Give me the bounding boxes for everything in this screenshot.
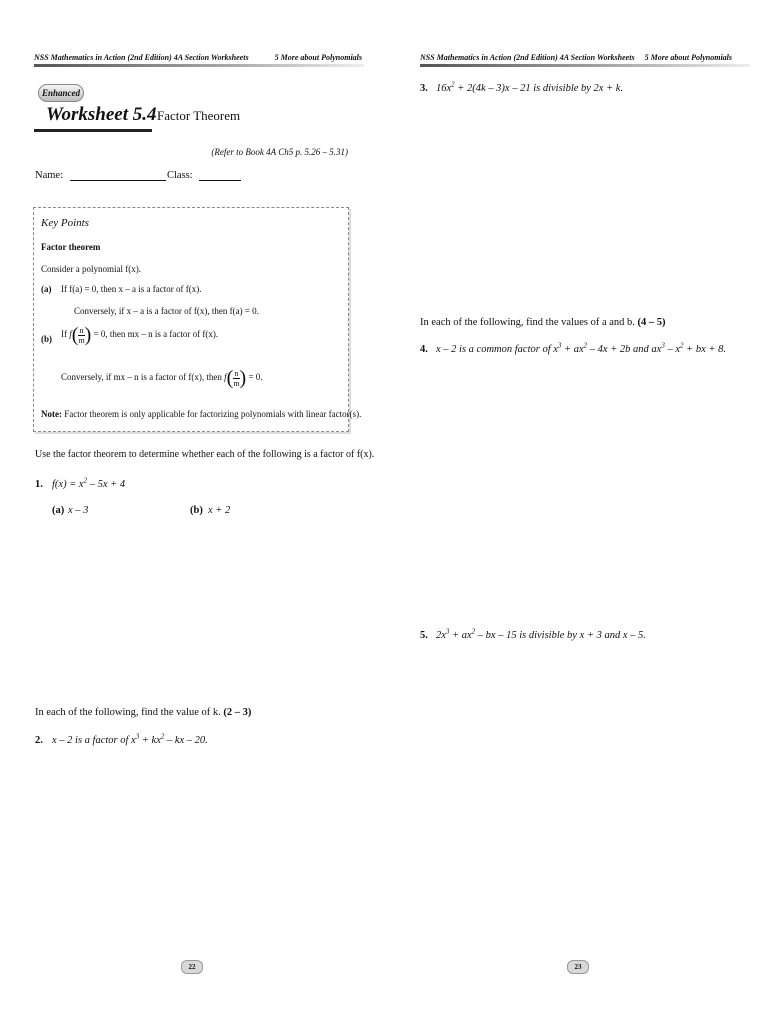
question-4-expr: x – 2 is a common factor of $x^3 + ax^2 - 4x + 2b$ and $ax^3 - x^2$ + bx + 8.: [436, 341, 726, 355]
question-2-expr: x – 2 is a factor of $x^3 + kx^2$ – kx – 20.: [52, 732, 208, 746]
question-3-number: 3.: [420, 83, 428, 94]
key-point-a-text: If f(a) = 0, then x – a is a factor of f(x).: [61, 284, 202, 294]
key-point-b-text: If f( $\frac{n}{m}$ ) = 0, then mx – n is a factor of f(x).: [61, 324, 219, 346]
key-point-b-label: (b): [41, 334, 52, 344]
question-5-number: 5.: [420, 630, 428, 641]
question-1b-expr: x + 2: [208, 505, 231, 516]
enhanced-badge: Enhanced: [38, 84, 84, 102]
note-text: Factor theorem is only applicable for factorizing polynomials with linear factor(s).: [64, 409, 362, 419]
question-3-expr: $16x^2 + 2(4k - 3)x - 21$ is divisible by 2x + k.: [436, 80, 624, 94]
worksheet-title: Worksheet 5.4: [46, 104, 157, 125]
key-point-a-label: (a): [41, 284, 52, 294]
question-1a-expr: x – 3: [68, 505, 89, 516]
note-label: Note:: [41, 409, 62, 419]
name-field[interactable]: [35, 170, 166, 181]
question-1-number: 1.: [35, 479, 43, 490]
key-point-a-converse: Conversely, if x – a is a factor of f(x), then f(a) = 0.: [74, 306, 259, 316]
question-5-expr: $2x^3 + ax^2$ – bx – 15 is divisible by x + 3 and x – 5.: [436, 627, 646, 641]
question-2-number: 2.: [35, 735, 43, 746]
key-points-heading: Key Points: [41, 217, 89, 229]
worksheet-subtitle: Factor Theorem: [157, 108, 241, 123]
question-1-function: $f(x) = x^2 - 5x + 4$: [52, 476, 126, 490]
key-points-intro: Consider a polynomial f(x).: [41, 264, 141, 274]
question-4-number: 4.: [420, 344, 428, 355]
header-rule: [34, 64, 364, 67]
key-point-b-function: f: [69, 329, 72, 340]
question-1b-label: (b): [190, 505, 203, 516]
name-label: Name:: [35, 170, 63, 181]
key-point-b-converse: Conversely, if mx – n is a factor of f(x), then f( $\frac{n}{m}$ ) = 0.: [61, 367, 263, 389]
page-number-left: 22: [181, 960, 203, 974]
instruction-find-k: In each of the following, find the value of k. (2 – 3): [35, 707, 252, 718]
header-chapter-right: 5 More about Polynomials: [644, 53, 732, 62]
name-blank[interactable]: [70, 170, 166, 181]
header-chapter: 5 More about Polynomials: [274, 53, 362, 62]
question-1a-label: (a): [52, 505, 65, 516]
right-page: [384, 0, 768, 1024]
class-label: Class:: [167, 170, 193, 181]
key-points-subheading: Factor theorem: [41, 242, 101, 252]
header-book-title-right: NSS Mathematics in Action (2nd Edition) 4A Section Worksheets: [420, 53, 635, 62]
class-blank[interactable]: [199, 170, 241, 181]
class-field[interactable]: [167, 170, 241, 181]
fraction-n-over-m: $\frac{n}{m}$: [78, 325, 85, 345]
title-underline: [34, 129, 152, 132]
instruction-factor-check: Use the factor theorem to determine whether each of the following is a factor of f(x).: [35, 449, 375, 460]
header-rule-right: [420, 64, 750, 67]
key-points-note: [41, 409, 361, 419]
page-number-right: 23: [567, 960, 589, 974]
key-point-b-if: If: [61, 329, 67, 340]
book-reference: (Refer to Book 4A Ch5 p. 5.26 – 5.31): [211, 147, 348, 157]
fraction-n-over-m-converse: $\frac{n}{m}$: [233, 368, 240, 388]
instruction-find-a-b: In each of the following, find the values of a and b. (4 – 5): [420, 317, 666, 328]
header-book-title: NSS Mathematics in Action (2nd Edition) 4A Section Worksheets: [34, 53, 249, 62]
key-points-box: [33, 207, 362, 432]
